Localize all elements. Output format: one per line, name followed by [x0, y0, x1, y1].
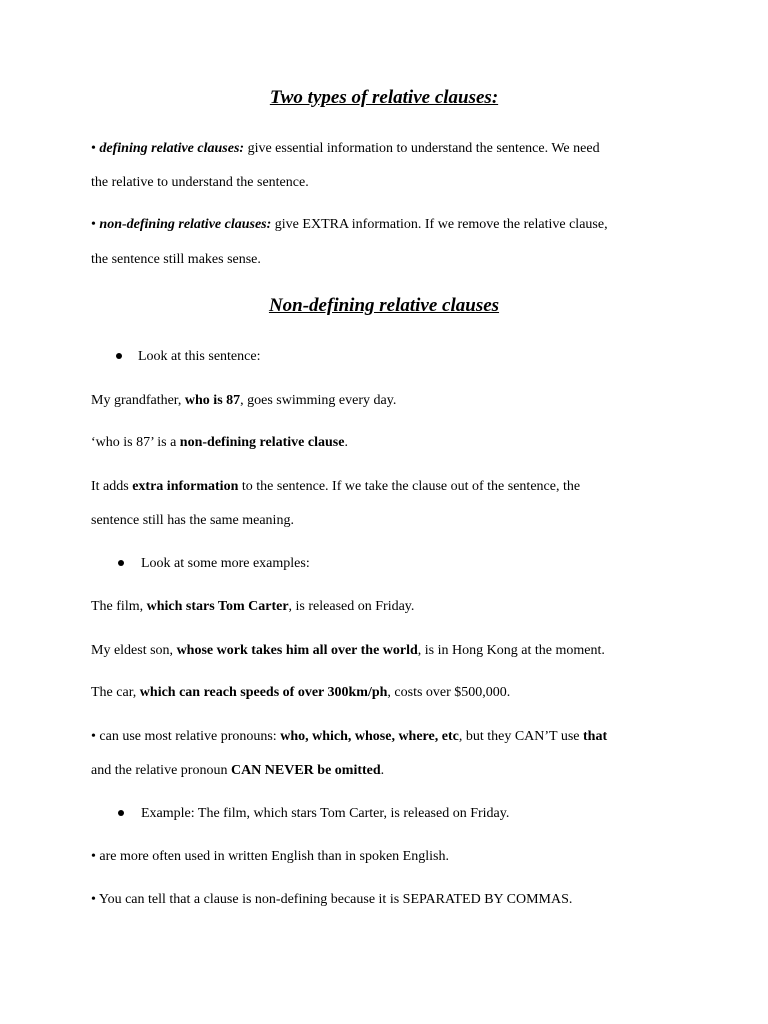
example-clause: which can reach speeds of over 300km/ph: [139, 685, 388, 700]
paragraph-text: .: [380, 763, 385, 778]
explanation-bold: non-defining relative clause: [179, 435, 345, 450]
separated-by-commas-paragraph: • You can tell that a clause is non-defining because it is SEPARATED BY COMMAS.: [91, 892, 573, 907]
explanation-text: .: [344, 435, 348, 450]
non-defining-clause-paragraph-line2: the sentence still makes sense.: [91, 252, 261, 267]
heading-two-types: Two types of relative clauses:: [269, 87, 499, 108]
paragraph-bold: that: [583, 729, 608, 744]
example-eldest-son: [91, 642, 605, 660]
paragraph-bold: extra information: [132, 479, 239, 494]
example-text: , is in Hong Kong at the moment.: [417, 643, 605, 658]
explanation-text: ‘who is 87’ is a: [91, 435, 177, 450]
list-item-example-film: Example: The film, which stars Tom Carter, is released on Friday.: [141, 806, 510, 821]
paragraph-text: and the relative pronoun: [91, 763, 228, 778]
list-item-more-examples: Look at some more examples:: [141, 556, 310, 571]
written-english-paragraph: • are more often used in written English than in spoken English.: [91, 849, 449, 864]
example-grandfather: [91, 392, 396, 410]
extra-information-paragraph: [91, 478, 580, 496]
example-text: , is released on Friday.: [288, 599, 415, 614]
list-bullet: [116, 353, 122, 359]
example-text: My grandfather,: [91, 393, 182, 408]
list-bullet: [118, 560, 124, 566]
relative-pronouns-paragraph-line2: [91, 762, 384, 780]
example-car: [91, 684, 510, 702]
example-film: [91, 598, 414, 616]
example-clause: which stars Tom Carter: [146, 599, 289, 614]
example-clause: who is 87: [184, 393, 241, 408]
list-bullet: [118, 810, 124, 816]
paragraph-bold: who, which, whose, where, etc: [280, 729, 459, 744]
non-defining-term: non-defining relative clauses:: [99, 217, 272, 232]
non-defining-text: give EXTRA information. If we remove the relative clause,: [274, 217, 608, 232]
non-defining-clause-paragraph: [91, 216, 608, 234]
example-text: , goes swimming every day.: [240, 393, 397, 408]
who-is-87-explanation: [91, 434, 348, 452]
heading-non-defining: Non-defining relative clauses: [268, 295, 500, 316]
paragraph-text: , but they CAN’T use: [458, 729, 580, 744]
defining-clause-paragraph-line2: the relative to understand the sentence.: [91, 175, 309, 190]
example-text: The film,: [91, 599, 144, 614]
defining-clause-paragraph: [91, 140, 600, 158]
example-text: The car,: [91, 685, 137, 700]
defining-term: defining relative clauses:: [99, 141, 245, 156]
extra-information-paragraph-line2: sentence still has the same meaning.: [91, 513, 294, 528]
defining-text: give essential information to understand the sentence. We need: [247, 141, 600, 156]
example-text: , costs over $500,000.: [387, 685, 511, 700]
example-text: My eldest son,: [91, 643, 174, 658]
list-item-look-at-sentence: Look at this sentence:: [138, 349, 261, 364]
example-clause: whose work takes him all over the world: [176, 643, 418, 658]
paragraph-text: to the sentence. If we take the clause out of the sentence, the: [241, 479, 581, 494]
paragraph-bold: CAN NEVER be omitted: [230, 763, 381, 778]
paragraph-text: It adds: [91, 479, 129, 494]
paragraph-text: • can use most relative pronouns:: [91, 729, 277, 744]
relative-pronouns-paragraph: [91, 728, 607, 746]
bullet: •: [91, 141, 96, 156]
bullet: •: [91, 217, 96, 232]
